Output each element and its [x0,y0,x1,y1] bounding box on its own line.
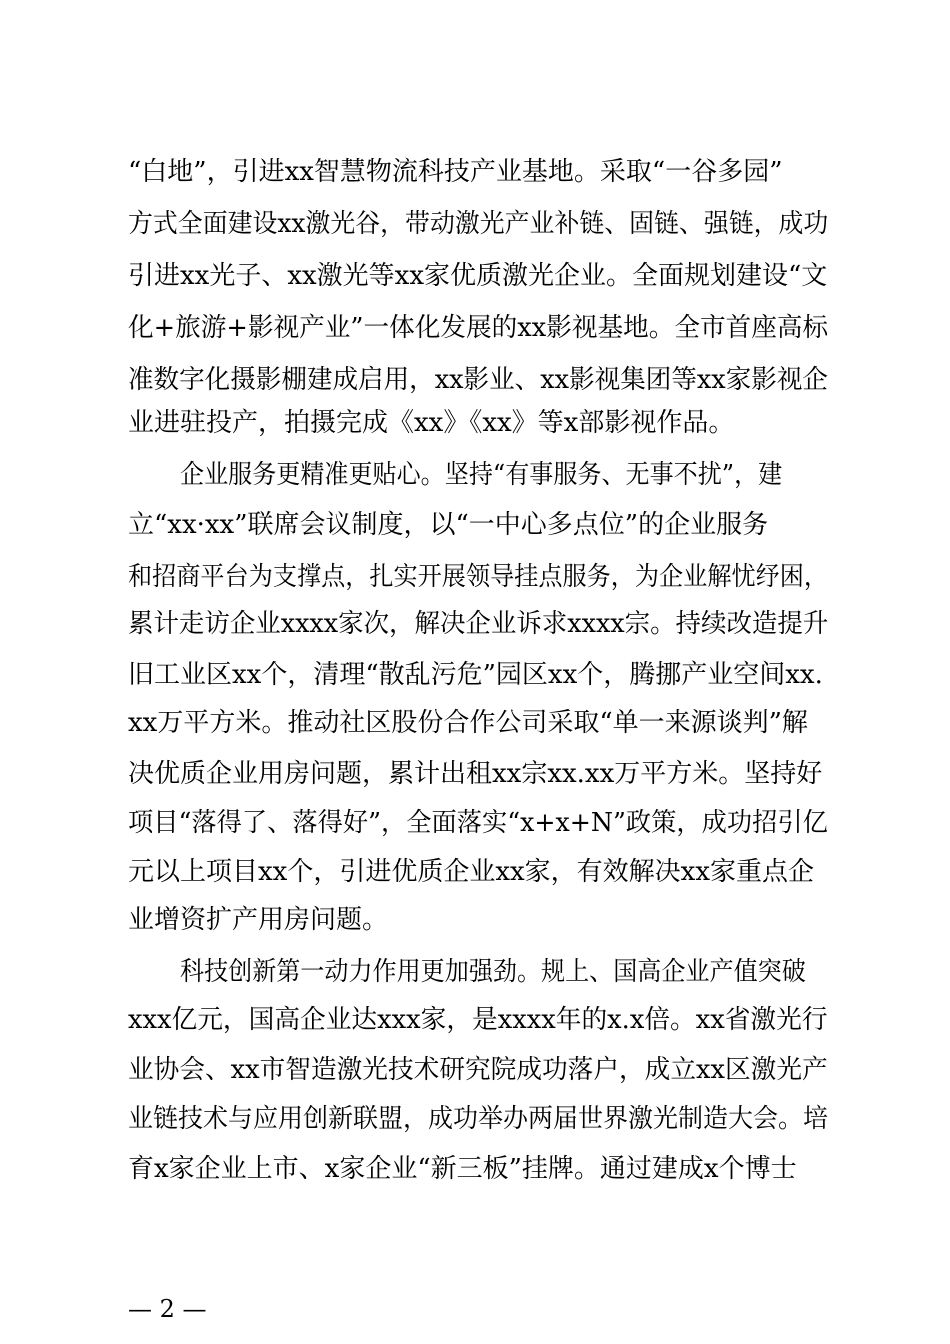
text-line: 化+旅游+影视产业”一体化发展的xx影视基地。全市首座高标 [128,313,829,343]
text-line: 项目“落得了、落得好”，全面落实“x+x+N”政策，成功招引亿 [128,808,828,838]
text-line: 育x家企业上市、x家企业“新三板”挂牌。通过建成x个博士 [128,1154,797,1184]
text-line: 元以上项目xx个，引进优质企业xx家，有效解决xx家重点企 [128,857,814,887]
paragraph-first-line: 科技创新第一动力作用更加强劲。规上、国高企业产值突破 [180,957,806,987]
text-line: 立“xx·xx”联席会议制度，以“一中心多点位”的企业服务 [128,510,769,540]
paragraph-first-line: 企业服务更精准更贴心。坚持“有事服务、无事不扰”，建 [180,460,783,490]
text-line: 累计走访企业xxxx家次，解决企业诉求xxxx宗。持续改造提升 [128,609,829,639]
text-line: 准数字化摄影棚建成启用，xx影业、xx影视集团等xx家影视企 [128,365,828,395]
text-line: 方式全面建设xx激光谷，带动激光产业补链、固链、强链，成功 [128,209,829,239]
text-line: 业增资扩产用房问题。 [128,905,389,935]
text-line: 和招商平台为支撑点，扎实开展领导挂点服务，为企业解忧纾困， [128,562,829,592]
text-line: 业进驻投产，拍摄完成《xx》《xx》等x部影视作品。 [128,408,735,438]
text-line: 业协会、xx市智造激光技术研究院成功落户，成立xx区激光产 [128,1055,828,1085]
text-line: 旧工业区xx个，清理“散乱污危”园区xx个，腾挪产业空间xx. [128,660,823,690]
text-line: 业链技术与应用创新联盟，成功举办两届世界激光制造大会。培 [128,1104,828,1134]
page-number: — 2 — [128,1295,207,1323]
text-line: 决优质企业用房问题，累计出租xx宗xx.xx万平方米。坚持好 [128,759,823,789]
text-line: “白地”，引进xx智慧物流科技产业基地。采取“一谷多园” [128,157,783,187]
text-line: xx万平方米。推动社区股份合作公司采取“单一来源谈判”解 [128,708,808,738]
text-line: 引进xx光子、xx激光等xx家优质激光企业。全面规划建设“文 [128,261,828,291]
text-line: xxx亿元，国高企业达xxx家，是xxxx年的x.x倍。xx省激光行 [128,1005,828,1035]
